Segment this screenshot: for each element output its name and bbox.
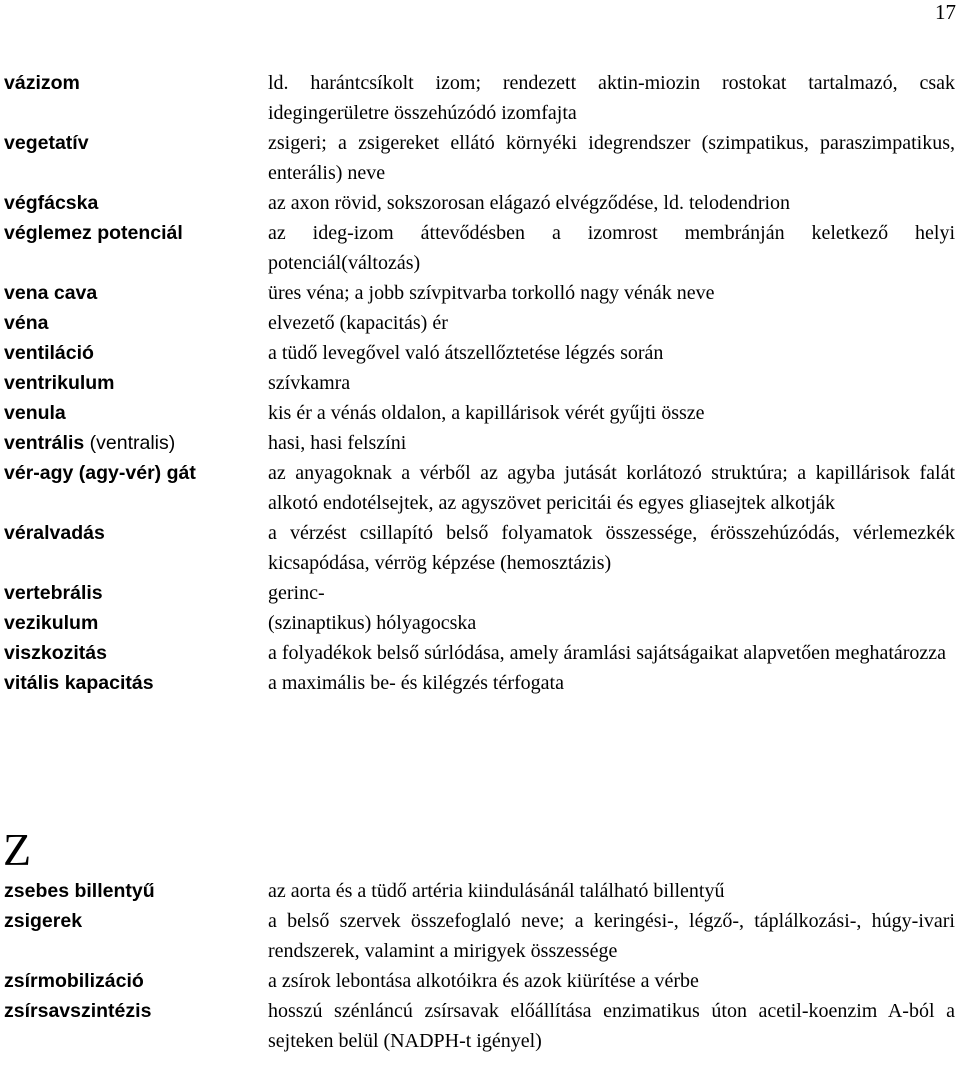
glossary-definition: az axon rövid, sokszorosan elágazó elvégződése, ld. telodendrion <box>268 192 791 214</box>
section-letter-z: Z <box>3 824 32 875</box>
glossary-entry <box>0 518 960 578</box>
term-suffix: (ventralis) <box>84 432 176 454</box>
term-text: vitális kapacitás <box>4 672 154 694</box>
glossary-definition: szívkamra <box>268 372 351 394</box>
glossary-section-v <box>0 68 960 698</box>
glossary-definition: (szinaptikus) hólyagocska <box>268 612 477 634</box>
glossary-entry <box>0 128 960 188</box>
term-text: ventrikulum <box>4 372 115 394</box>
glossary-entry <box>0 218 960 278</box>
glossary-definition: üres véna; a jobb szívpitvarba torkolló nagy vénák neve <box>268 282 715 304</box>
term-text: véralvadás <box>4 522 105 544</box>
term-text: vér-agy (agy-vér) gát <box>4 462 196 484</box>
glossary-term <box>0 518 268 548</box>
glossary-term <box>0 218 268 248</box>
glossary-term <box>0 398 268 428</box>
glossary-definition: a belső szervek összefoglaló neve; a keringési-, légző-, táplálkozási-, húgy-ivari rendszerek, valamint a mirigyek összessége <box>268 910 955 962</box>
glossary-entry <box>0 458 960 518</box>
glossary-term <box>0 368 268 398</box>
glossary-term <box>0 308 268 338</box>
glossary-term <box>0 668 268 698</box>
term-text: ventrális <box>4 432 85 454</box>
glossary-entry <box>0 608 960 638</box>
term-text: ventiláció <box>4 342 94 364</box>
glossary-definition: a folyadékok belső súrlódása, amely áramlási sajátságaikat alapvetően meghatározza <box>268 642 947 664</box>
glossary-entry <box>0 308 960 338</box>
glossary-definition: az aorta és a tüdő artéria kiindulásánál található billentyű <box>268 880 725 902</box>
term-text: viszkozitás <box>4 642 107 664</box>
glossary-term <box>0 906 268 936</box>
glossary-definition: a maximális be- és kilégzés térfogata <box>268 672 564 694</box>
term-text: zsigerek <box>4 910 83 932</box>
glossary-entry <box>0 638 960 668</box>
glossary-term <box>0 128 268 158</box>
term-text: zsírsavszintézis <box>4 1000 152 1022</box>
term-text: véna <box>4 312 49 334</box>
glossary-entry <box>0 188 960 218</box>
glossary-term <box>0 458 268 488</box>
glossary-term <box>0 338 268 368</box>
glossary-entry <box>0 278 960 308</box>
glossary-definition: hosszú szénláncú zsírsavak előállítása enzimatikus úton acetil-koenzim A-ból a sejteken belül (NADPH-t igényel) <box>268 1000 955 1052</box>
glossary-term <box>0 188 268 218</box>
term-text: vena cava <box>4 282 98 304</box>
glossary-definition: hasi, hasi felszíni <box>268 432 407 454</box>
glossary-definition: ld. harántcsíkolt izom; rendezett aktin-miozin rostokat tartalmazó, csak idegingerületre összehúzódó izomfajta <box>268 72 955 124</box>
glossary-entry <box>0 428 960 458</box>
glossary-entry <box>0 966 960 996</box>
glossary-definition: az anyagoknak a vérből az agyba jutását korlátozó struktúra; a kapillárisok falát alkotó endotélsejtek, az agyszövet pericitái és egyes gliasejtek alkotják <box>268 462 955 514</box>
glossary-definition: zsigeri; a zsigereket ellátó környéki idegrendszer (szimpatikus, paraszimpatikus, enterális) neve <box>268 132 955 184</box>
glossary-term <box>0 428 268 458</box>
glossary-definition: a zsírok lebontása alkotóikra és azok kiürítése a vérbe <box>268 970 699 992</box>
term-text: végfácska <box>4 192 99 214</box>
glossary-definition: kis ér a vénás oldalon, a kapillárisok vérét gyűjti össze <box>268 402 705 424</box>
glossary-term <box>0 68 268 98</box>
glossary-definition: gerinc- <box>268 582 325 604</box>
term-text: vezikulum <box>4 612 99 634</box>
glossary-term <box>0 608 268 638</box>
glossary-entry <box>0 68 960 128</box>
term-text: zsebes billentyű <box>4 880 155 902</box>
term-text: zsírmobilizáció <box>4 970 144 992</box>
glossary-entry <box>0 668 960 698</box>
glossary-entry <box>0 368 960 398</box>
glossary-term <box>0 638 268 668</box>
glossary-term <box>0 578 268 608</box>
glossary-entry <box>0 338 960 368</box>
term-text: vertebrális <box>4 582 103 604</box>
glossary-term <box>0 876 268 906</box>
term-text: venula <box>4 402 66 424</box>
term-text: véglemez potenciál <box>4 222 183 244</box>
glossary-section-z <box>0 876 960 1056</box>
page-number: 17 <box>935 0 956 24</box>
glossary-term <box>0 996 268 1026</box>
glossary-definition: a tüdő levegővel való átszellőztetése légzés során <box>268 342 664 364</box>
glossary-term <box>0 278 268 308</box>
glossary-term <box>0 966 268 996</box>
glossary-definition: elvezető (kapacitás) ér <box>268 312 448 334</box>
glossary-definition: a vérzést csillapító belső folyamatok összessége, érösszehúzódás, vérlemezkék kicsapódása, vérrög képzése (hemosztázis) <box>268 522 955 574</box>
term-text: vázizom <box>4 72 80 94</box>
glossary-entry <box>0 876 960 906</box>
glossary-entry <box>0 398 960 428</box>
term-text: vegetatív <box>4 132 89 154</box>
glossary-entry <box>0 906 960 966</box>
glossary-definition: az ideg-izom áttevődésben a izomrost membránján keletkező helyi potenciál(változás) <box>268 222 955 274</box>
glossary-entry <box>0 578 960 608</box>
glossary-entry <box>0 996 960 1056</box>
